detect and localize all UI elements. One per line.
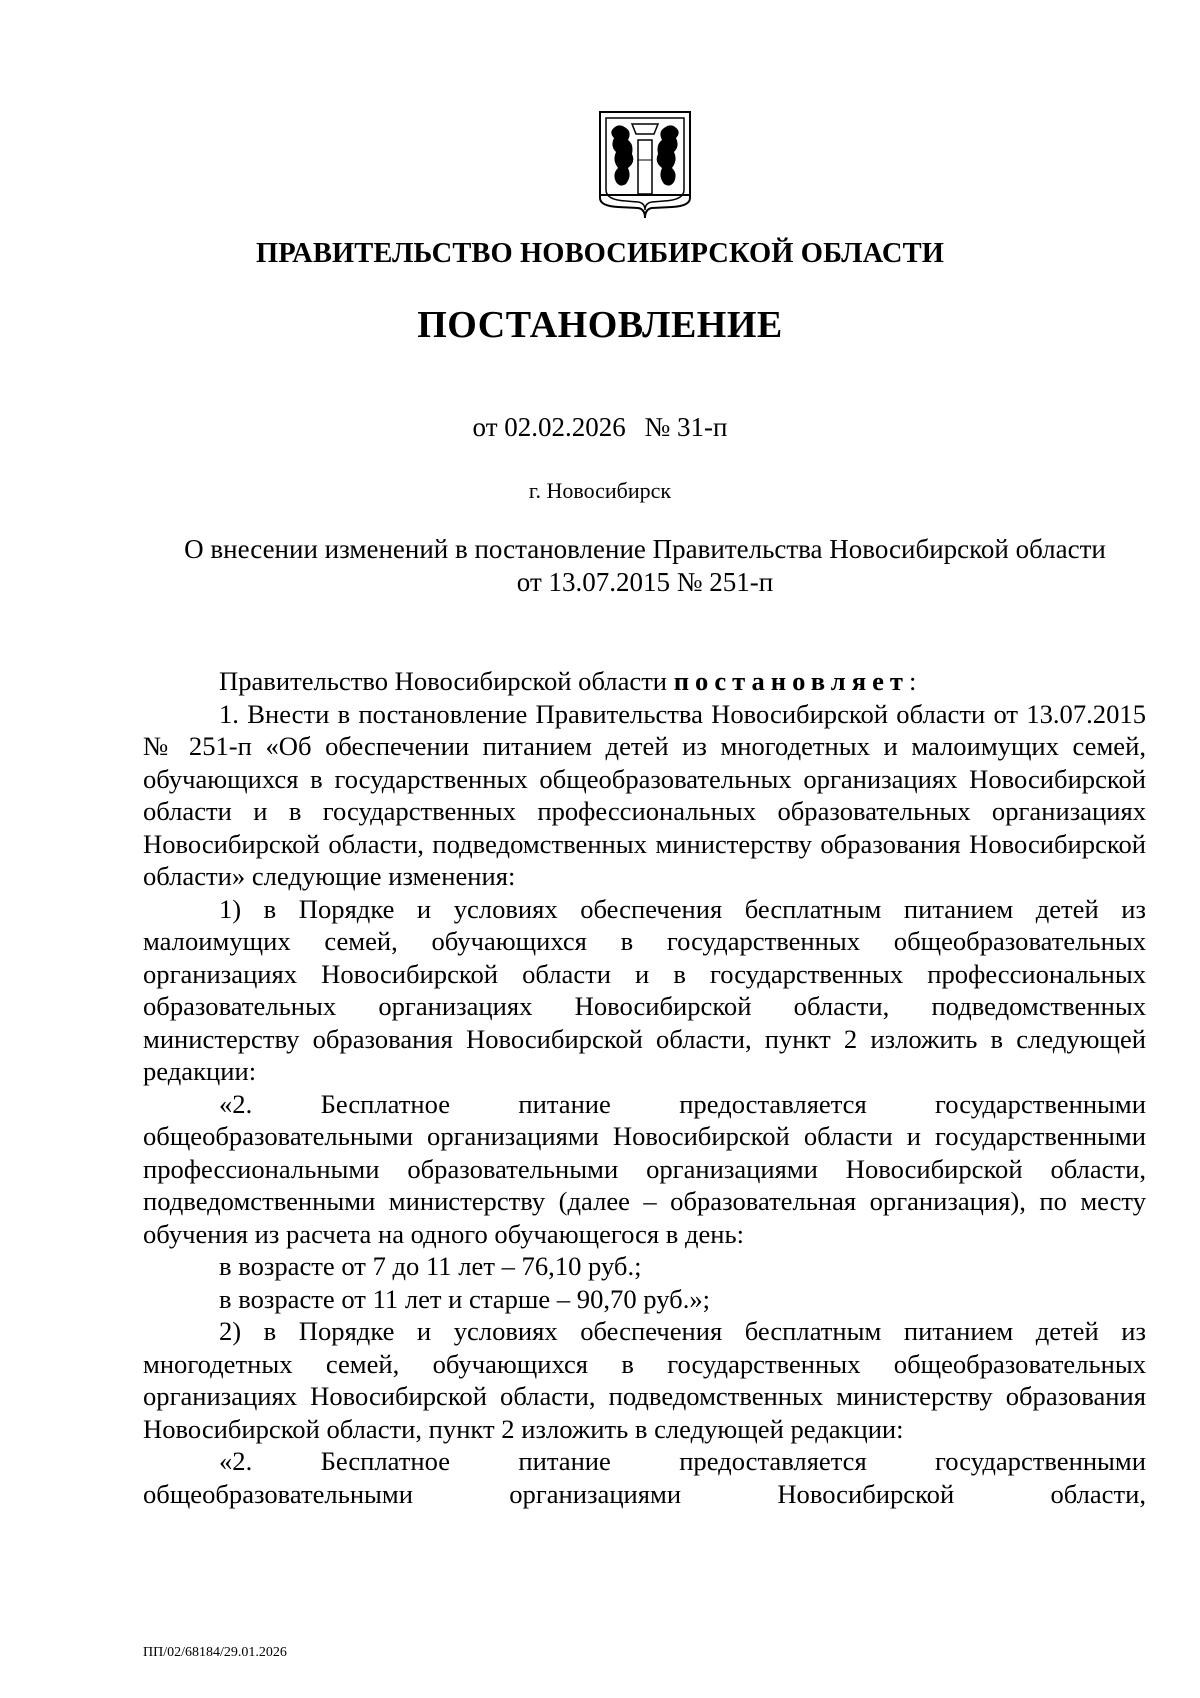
preamble-keyword: постановляет (673, 666, 909, 696)
paragraph-6: 2) в Порядке и условиях обеспечения бесплатным питанием детей из многодетных семей, обучающихся в государственных общеобразовательных организациях Новосибирской области, подведомственных министерству образования Новосибирской области, пункт 2 изложить в следующей редакции: (143, 1316, 1146, 1444)
title-line-2: от 13.07.2015 № 251-п (516, 567, 774, 597)
document-title (150, 533, 1140, 599)
date-line (0, 412, 1200, 443)
document-number: № 31-п (644, 412, 728, 442)
date-prefix: от (472, 412, 498, 442)
footer-code: ПП/02/68184/29.01.2026 (143, 1645, 287, 1660)
paragraph-7: «2. Бесплатное питание предоставляется государственными общеобразовательными организациями Новосибирской области, (143, 1446, 1146, 1509)
document-body (143, 665, 1146, 1510)
coat-of-arms-icon (598, 110, 692, 220)
document-type: ПОСТАНОВЛЕНИЕ (417, 304, 783, 346)
preamble (143, 665, 1146, 698)
paragraph-2: 1) в Порядке и условиях обеспечения бесплатным питанием детей из малоимущих семей, обучающихся в государственных общеобразовательных организациях Новосибирской области и в государственных профессиональных образовательных организациях Новосибирской области, подведомственных министерству образования Новосибирской области, пункт 2 изложить в следующей редакции: (143, 893, 1146, 1086)
paragraph-4: в возрасте от 7 до 11 лет – 76,10 руб.; (219, 1251, 642, 1281)
city-name: г. Новосибирск (528, 478, 672, 503)
preamble-end: : (908, 666, 917, 696)
document-date: 02.02.2026 (504, 412, 626, 442)
title-line-1: О внесении изменений в постановление Правительства Новосибирской области (184, 534, 1106, 564)
paragraph-1: 1. Внести в постановление Правительства Новосибирской области от 13.07.2015 № 251-п «Об обеспечении питанием детей из многодетных и малоимущих семей, обучающихся в государственных общеобразовательных организациях Новосибирской области и в государственных профессиональных образовательных организациях Новосибирской области, подведомственных министерству образования Новосибирской области» следующие изменения: (143, 698, 1146, 891)
organization-name: ПРАВИТЕЛЬСТВО НОВОСИБИРСКОЙ ОБЛАСТИ (256, 238, 944, 269)
paragraph-3: «2. Бесплатное питание предоставляется государственными общеобразовательными организациями Новосибирской области и государственными профессиональными образовательными организациями Новосибирской области, подведомственными министерству (далее – образовательная организация), по месту обучения из расчета на одного обучающегося в день: (143, 1088, 1146, 1249)
preamble-text: Правительство Новосибирской области (219, 666, 668, 696)
paragraph-5: в возрасте от 11 лет и старше – 90,70 руб.»; (219, 1283, 711, 1314)
